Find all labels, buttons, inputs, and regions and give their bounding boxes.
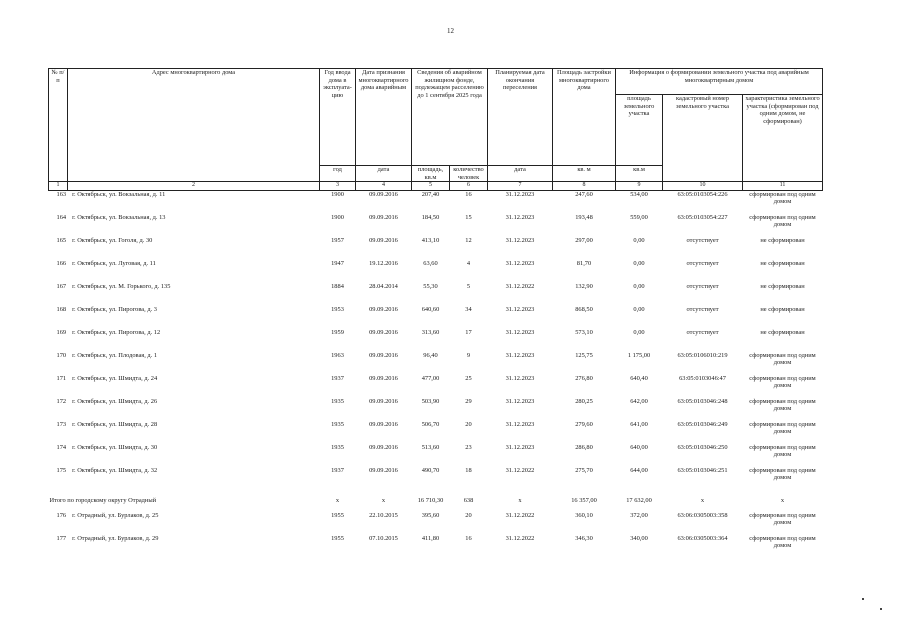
- table-cell: 413,10: [421, 236, 440, 244]
- table-cell: 297,00: [575, 236, 593, 244]
- unit-year: год: [320, 166, 356, 182]
- table-cell: 9: [466, 351, 471, 359]
- table-cell: не сформирован: [760, 328, 805, 336]
- emergency-housing-table: [48, 68, 823, 558]
- table-row: [49, 444, 823, 467]
- table-cell: 644,00: [630, 466, 648, 474]
- unit-people: количество человек: [450, 166, 488, 182]
- row-address: [49, 329, 320, 352]
- row-address: [49, 190, 320, 214]
- table-cell: 184,50: [421, 213, 440, 221]
- table-cell: 642,00: [630, 397, 648, 405]
- table-row: [49, 237, 823, 260]
- table-cell: 16: [465, 534, 472, 542]
- table-cell: не сформирован: [760, 305, 805, 313]
- table-cell: 1900: [331, 213, 344, 221]
- address-text: г. Октябрьск, ул. Гоголя, д. 30: [72, 236, 153, 244]
- header-year: Год ввода дома в эксплуата-цию: [320, 69, 356, 166]
- row-address: [49, 467, 320, 490]
- table-cell: не сформирован: [760, 259, 805, 267]
- table-cell: 279,60: [575, 420, 593, 428]
- table-cell: 31.12.2022: [505, 282, 535, 290]
- table-cell: 1947: [331, 259, 344, 267]
- row-number: 165: [56, 236, 67, 244]
- row-number: 170: [56, 351, 67, 359]
- table-cell: не сформирован: [760, 236, 805, 244]
- table-cell: 31.12.2023: [505, 328, 535, 336]
- address-text: г. Октябрьск, ул. Вокзальная, д. 13: [72, 213, 166, 221]
- table-cell: 31.12.2022: [505, 466, 535, 474]
- address-text: г. Октябрьск, ул. Пирогова, д. 3: [72, 305, 157, 313]
- table-cell: 286,80: [575, 443, 593, 451]
- row-number: 177: [56, 534, 67, 542]
- header-land: Информация о формировании земельного участка под аварийным многоквартирным домом: [616, 69, 823, 95]
- row-address: [49, 306, 320, 329]
- table-cell: 15: [465, 213, 472, 221]
- table-cell: 09.09.2016: [369, 190, 398, 198]
- table-cell: 96,40: [423, 351, 438, 359]
- index-cell: 2: [68, 182, 320, 190]
- table-cell: 0,00: [633, 259, 645, 267]
- address-text: г. Отрадный, ул. Бурлаков, д. 29: [72, 534, 159, 542]
- table-cell: 16: [465, 190, 472, 198]
- table-row: [49, 398, 823, 421]
- table-cell: 0,00: [633, 236, 645, 244]
- header-land-char: характеристика земельного участка (сформирован под одним домом, не сформирован): [743, 95, 823, 182]
- table-cell: x: [700, 496, 705, 504]
- table-cell: 275,70: [575, 466, 593, 474]
- table-cell: 1900: [331, 190, 344, 198]
- table-cell: сформирован под одним домом: [749, 213, 816, 228]
- table-row: [49, 329, 823, 352]
- index-cell: 8: [553, 182, 616, 190]
- table-cell: не сформирован: [760, 282, 805, 290]
- table-cell: 63:06:0305003:358: [677, 511, 728, 519]
- table-cell: 29: [465, 397, 472, 405]
- table-row: [49, 214, 823, 237]
- table-cell: x: [780, 496, 785, 504]
- index-cell: 9: [616, 182, 663, 190]
- table-cell: 640,60: [421, 305, 440, 313]
- table-cell: 63:05:0103054:227: [677, 213, 728, 221]
- table-cell: 276,80: [575, 374, 593, 382]
- header-no: № п/п: [49, 69, 68, 182]
- table-cell: 20: [465, 511, 472, 519]
- header-land-area: площадь земельного участка: [616, 95, 663, 166]
- table-cell: 09.09.2016: [369, 443, 398, 451]
- row-number: 163: [56, 190, 67, 198]
- table-cell: 573,10: [575, 328, 593, 336]
- table-cell: 477,00: [421, 374, 440, 382]
- table-cell: x: [381, 496, 386, 504]
- index-cell: 11: [743, 182, 823, 190]
- table-row: [49, 467, 823, 490]
- table-cell: сформирован под одним домом: [749, 351, 816, 366]
- table-cell: 641,00: [630, 420, 648, 428]
- table-row: [49, 352, 823, 375]
- table-cell: 23: [465, 443, 472, 451]
- index-cell: 7: [488, 182, 553, 190]
- table-cell: 0,00: [633, 282, 645, 290]
- table-cell: 20: [465, 420, 472, 428]
- row-address: [49, 535, 320, 558]
- row-address: [49, 421, 320, 444]
- table-cell: 0,00: [633, 328, 645, 336]
- table-cell: 63:05:0103046:47: [679, 374, 726, 382]
- table-cell: 1935: [331, 397, 344, 405]
- row-address: [49, 283, 320, 306]
- header-cadastral: кадастровый номер земельного участка: [663, 95, 743, 182]
- table-cell: 34: [465, 305, 472, 313]
- row-number: 173: [56, 420, 67, 428]
- row-number: 166: [56, 259, 67, 267]
- address-text: г. Октябрьск, ул. Шмидта, д. 30: [72, 443, 158, 451]
- table-cell: x: [335, 496, 340, 504]
- table-cell: 31.12.2023: [505, 351, 535, 359]
- table-cell: 207,40: [421, 190, 440, 198]
- table-cell: 31.12.2022: [505, 511, 535, 519]
- table-cell: 63,60: [423, 259, 438, 267]
- address-text: г. Октябрьск, ул. Пирогова, д. 12: [72, 328, 161, 336]
- table-cell: 09.09.2016: [369, 397, 398, 405]
- table-cell: 16 710,30: [417, 496, 444, 504]
- table-cell: 503,90: [421, 397, 440, 405]
- table-cell: 63:05:0103054:226: [677, 190, 728, 198]
- address-text: г. Октябрьск, ул. Вокзальная, д. 11: [72, 190, 166, 198]
- table-cell: 63:06:0305003:364: [677, 534, 728, 542]
- table-cell: 1953: [331, 305, 344, 313]
- table-row: [49, 260, 823, 283]
- table-cell: 09.09.2016: [369, 374, 398, 382]
- header-address: Адрес многоквартирного дома: [68, 69, 320, 182]
- table-cell: 28.04.2014: [369, 282, 398, 290]
- table-cell: 31.12.2023: [505, 420, 535, 428]
- table-cell: 5: [466, 282, 471, 290]
- table-cell: 63:05:0103046:250: [677, 443, 728, 451]
- table-cell: 534,00: [630, 190, 648, 198]
- table-cell: сформирован под одним домом: [749, 397, 816, 412]
- table-row: [49, 306, 823, 329]
- table-cell: 31.12.2023: [505, 443, 535, 451]
- index-cell: 1: [49, 182, 68, 190]
- table-cell: 31.12.2023: [505, 397, 535, 405]
- unit-kvm: кв. м: [553, 166, 616, 182]
- table-cell: 31.12.2022: [505, 534, 535, 542]
- table-cell: 513,60: [421, 443, 440, 451]
- table-cell: 31.12.2023: [505, 213, 535, 221]
- table-cell: 63:05:0103046:248: [677, 397, 728, 405]
- address-text: г. Отрадный, ул. Бурлаков, д. 25: [72, 511, 159, 519]
- row-number: 171: [56, 374, 67, 382]
- address-text: г. Октябрьск, ул. Луговая, д. 11: [72, 259, 156, 267]
- address-text: г. Октябрьск, ул. Шмидта, д. 26: [72, 397, 158, 405]
- table-cell: 1955: [331, 534, 344, 542]
- row-address: [49, 260, 320, 283]
- table-cell: сформирован под одним домом: [749, 443, 816, 458]
- table-cell: 31.12.2023: [505, 190, 535, 198]
- table-cell: 09.09.2016: [369, 328, 398, 336]
- table-cell: 346,30: [575, 534, 593, 542]
- row-address: [49, 237, 320, 260]
- row-number: 172: [56, 397, 67, 405]
- total-label: Итого по городскому округу Отрадный: [49, 496, 157, 504]
- table-cell: 16 357,00: [571, 496, 597, 504]
- table-cell: 09.09.2016: [369, 420, 398, 428]
- table-cell: 506,70: [421, 420, 440, 428]
- table-cell: 640,40: [630, 374, 648, 382]
- index-cell: 3: [320, 182, 356, 190]
- total-row: [49, 490, 823, 512]
- table-cell: 193,48: [575, 213, 593, 221]
- row-address: [49, 512, 320, 535]
- table-cell: 247,60: [575, 190, 593, 198]
- table-row: [49, 190, 823, 214]
- address-text: г. Октябрьск, ул. М. Горького, д. 135: [72, 282, 171, 290]
- header-recognition: Дата признания многоквартирного дома аварийным: [356, 69, 412, 166]
- table-row: [49, 535, 823, 558]
- table-cell: 1884: [331, 282, 344, 290]
- header-planned: Планируемая дата окончания переселения: [488, 69, 553, 166]
- table-cell: 81,70: [576, 259, 592, 267]
- table-cell: 31.12.2023: [505, 236, 535, 244]
- table-cell: 25: [465, 374, 472, 382]
- table-cell: 638: [463, 496, 474, 504]
- header-built-area: Площадь застройки многоквартирного дома: [553, 69, 616, 166]
- table-cell: 17 632,00: [626, 496, 652, 504]
- row-address: [49, 352, 320, 375]
- table-cell: 4: [466, 259, 471, 267]
- table-cell: 490,70: [421, 466, 440, 474]
- table-cell: 313,60: [421, 328, 440, 336]
- row-number: 174: [56, 443, 67, 451]
- table-cell: 1 175,00: [627, 351, 651, 359]
- unit-kvm2: кв.м: [616, 166, 663, 182]
- unit-area: площадь, кв.м: [412, 166, 450, 182]
- table-cell: 0,00: [633, 305, 645, 313]
- table-cell: 360,10: [575, 511, 593, 519]
- table-row: [49, 512, 823, 535]
- table-cell: 1959: [331, 328, 344, 336]
- table-cell: 31.12.2023: [505, 374, 535, 382]
- table-cell: 17: [465, 328, 472, 336]
- table-cell: отсутствует: [686, 282, 719, 290]
- table-cell: 395,60: [421, 511, 440, 519]
- address-text: г. Октябрьск, ул. Шмидта, д. 24: [72, 374, 158, 382]
- table-cell: сформирован под одним домом: [749, 534, 816, 549]
- table-cell: 63:05:0103046:249: [677, 420, 728, 428]
- table-cell: 09.09.2016: [369, 466, 398, 474]
- table-cell: сформирован под одним домом: [749, 466, 816, 481]
- table-cell: 31.12.2023: [505, 259, 535, 267]
- table-cell: 1937: [331, 466, 344, 474]
- row-address: [49, 214, 320, 237]
- table-cell: сформирован под одним домом: [749, 190, 816, 205]
- table-cell: 1935: [331, 443, 344, 451]
- index-cell: 4: [356, 182, 412, 190]
- address-text: г. Октябрьск, ул. Плодовая, д. 1: [72, 351, 158, 359]
- row-address: [49, 375, 320, 398]
- table-cell: 31.12.2023: [505, 305, 535, 313]
- table-cell: отсутствует: [686, 259, 719, 267]
- table-cell: 280,25: [575, 397, 593, 405]
- table-cell: 1937: [331, 374, 344, 382]
- scan-dot: [880, 608, 882, 610]
- row-address: [49, 444, 320, 467]
- page-number: 12: [447, 27, 454, 35]
- table-cell: 12: [465, 236, 472, 244]
- table-cell: 1955: [331, 511, 344, 519]
- table-cell: сформирован под одним домом: [749, 511, 816, 526]
- table-cell: 09.09.2016: [369, 236, 398, 244]
- row-number: 176: [56, 511, 67, 519]
- table-cell: 63:05:0106010:219: [677, 351, 728, 359]
- index-cell: 10: [663, 182, 743, 190]
- scan-dot: [862, 598, 864, 600]
- header-info: Сведения об аварийном жилищном фонде, подлежащем расселению до 1 сентября 2025 года: [412, 69, 488, 166]
- table-cell: 63:05:0103046:251: [677, 466, 728, 474]
- table-cell: 1957: [331, 236, 344, 244]
- table-cell: отсутствует: [686, 328, 719, 336]
- table-cell: сформирован под одним домом: [749, 374, 816, 389]
- table-cell: 132,90: [575, 282, 593, 290]
- table-cell: 1963: [331, 351, 344, 359]
- index-cell: 6: [450, 182, 488, 190]
- table-cell: отсутствует: [686, 305, 719, 313]
- address-text: г. Октябрьск, ул. Шмидта, д. 28: [72, 420, 158, 428]
- table-cell: 559,00: [630, 213, 648, 221]
- row-number: 168: [56, 305, 67, 313]
- table-cell: 868,50: [575, 305, 593, 313]
- table-cell: 125,75: [575, 351, 593, 359]
- table-cell: 18: [465, 466, 472, 474]
- table-cell: 411,80: [421, 534, 440, 542]
- table-cell: отсутствует: [686, 236, 719, 244]
- unit-date: дата: [356, 166, 412, 182]
- table-cell: x: [518, 496, 522, 504]
- table-row: [49, 421, 823, 444]
- index-cell: 5: [412, 182, 450, 190]
- row-address: [49, 398, 320, 421]
- table-cell: 1935: [331, 420, 344, 428]
- table-cell: 09.09.2016: [369, 213, 398, 221]
- row-number: 175: [56, 466, 67, 474]
- table-cell: 55,30: [423, 282, 438, 290]
- row-number: 167: [56, 282, 67, 290]
- table-row: [49, 283, 823, 306]
- table-cell: 22.10.2015: [369, 511, 398, 519]
- row-number: 164: [56, 213, 67, 221]
- unit-date2: дата: [488, 166, 553, 182]
- table-cell: 372,00: [630, 511, 648, 519]
- table-cell: 19.12.2016: [369, 259, 398, 267]
- table-row: [49, 375, 823, 398]
- row-number: 169: [56, 328, 67, 336]
- table-cell: сформирован под одним домом: [749, 420, 816, 435]
- table-cell: 07.10.2015: [369, 534, 398, 542]
- table-cell: 640,00: [630, 443, 648, 451]
- table-cell: 340,00: [630, 534, 648, 542]
- table-cell: 09.09.2016: [369, 351, 398, 359]
- table-cell: 09.09.2016: [369, 305, 398, 313]
- address-text: г. Октябрьск, ул. Шмидта, д. 32: [72, 466, 158, 474]
